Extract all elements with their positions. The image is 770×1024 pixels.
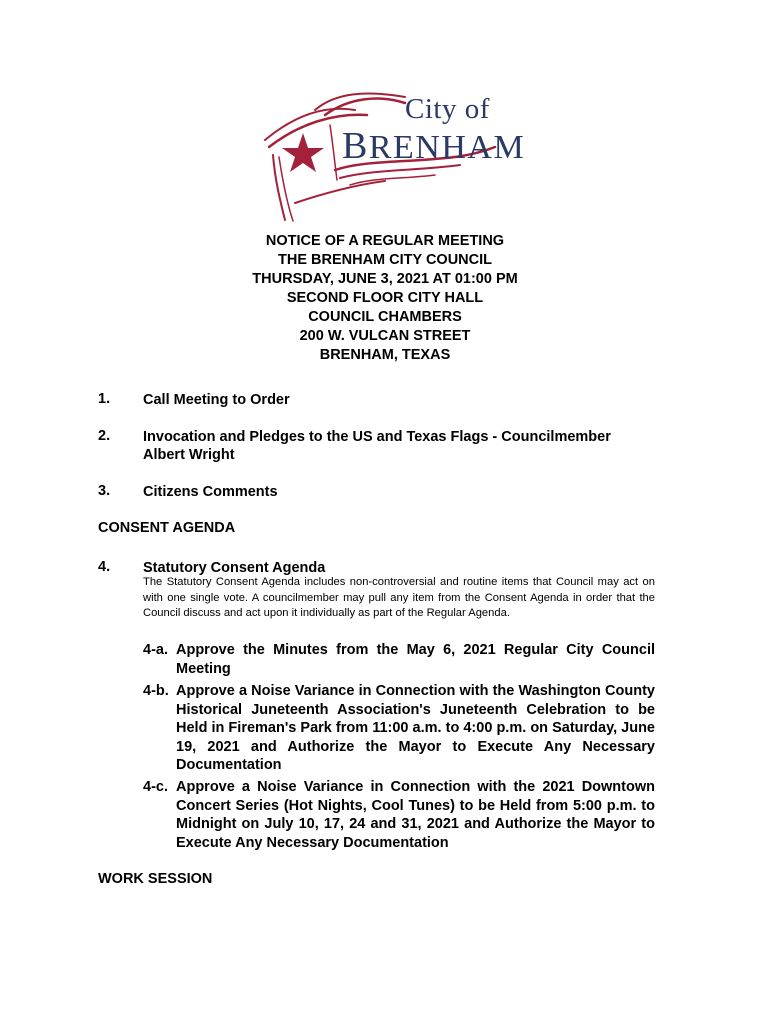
sub-item-label: 4-b. xyxy=(143,683,169,699)
work-session-heading: WORK SESSION xyxy=(98,871,213,887)
item-4-title: Statutory Consent Agenda xyxy=(143,560,326,576)
sub-item-4c xyxy=(143,778,655,852)
sub-item-label: 4-a. xyxy=(143,642,168,658)
sub-item-4b xyxy=(143,682,655,775)
meeting-notice-header xyxy=(0,232,770,365)
sub-item-label: 4-c. xyxy=(143,779,168,795)
sub-item-text: Approve the Minutes from the May 6, 2021 Regular City Council Meeting xyxy=(176,642,655,677)
header-line: THURSDAY, JUNE 3, 2021 AT 01:00 PM xyxy=(252,271,518,287)
sub-item-text: Approve a Noise Variance in Connection with the Washington County Historical Juneteenth Association's Juneteenth Celebration to be Held in Fireman's Park from 11:00 a.m. to 4:00 p.m. on Saturday, June 19, 2021 and Authorize the Mayor to Execute Any Necessary Documentation xyxy=(176,683,655,773)
logo-city-of: City of xyxy=(405,93,490,125)
header-line: 200 W. VULCAN STREET xyxy=(299,328,471,344)
item-4-number: 4. xyxy=(98,559,111,575)
item-1-title: Call Meeting to Order xyxy=(143,392,290,408)
header-line: NOTICE OF A REGULAR MEETING xyxy=(265,233,505,249)
sub-item-4a xyxy=(143,641,655,678)
logo-brenham: BRENHAM xyxy=(342,125,526,167)
item-2-title: Invocation and Pledges to the US and Texas Flags - Councilmember Albert Wright xyxy=(143,429,611,463)
item-4-description: The Statutory Consent Agenda includes non-controversial and routine items that Council may act on with one single vote. A councilmember may pull any item from the Consent Agenda in order that the Council discuss and act upon it individually as part of the Regular Agenda. xyxy=(143,576,655,619)
item-3-title: Citizens Comments xyxy=(143,484,278,500)
consent-agenda-heading: CONSENT AGENDA xyxy=(98,520,236,536)
item-3-number: 3. xyxy=(98,483,111,499)
header-line: BRENHAM, TEXAS xyxy=(319,347,451,363)
header-line: COUNCIL CHAMBERS xyxy=(308,309,462,325)
sub-item-text: Approve a Noise Variance in Connection with the 2021 Downtown Concert Series (Hot Nights, Cool Tunes) to be Held from 5:00 p.m. to Midnight on July 10, 17, 24 and 31, 2021 and Authorize the Mayor to Execute Any Necessary Documentation xyxy=(176,779,655,851)
item-2-number: 2. xyxy=(98,428,111,444)
header-line: SECOND FLOOR CITY HALL xyxy=(286,290,484,306)
item-1-number: 1. xyxy=(98,391,111,407)
header-line: THE BRENHAM CITY COUNCIL xyxy=(277,252,492,268)
